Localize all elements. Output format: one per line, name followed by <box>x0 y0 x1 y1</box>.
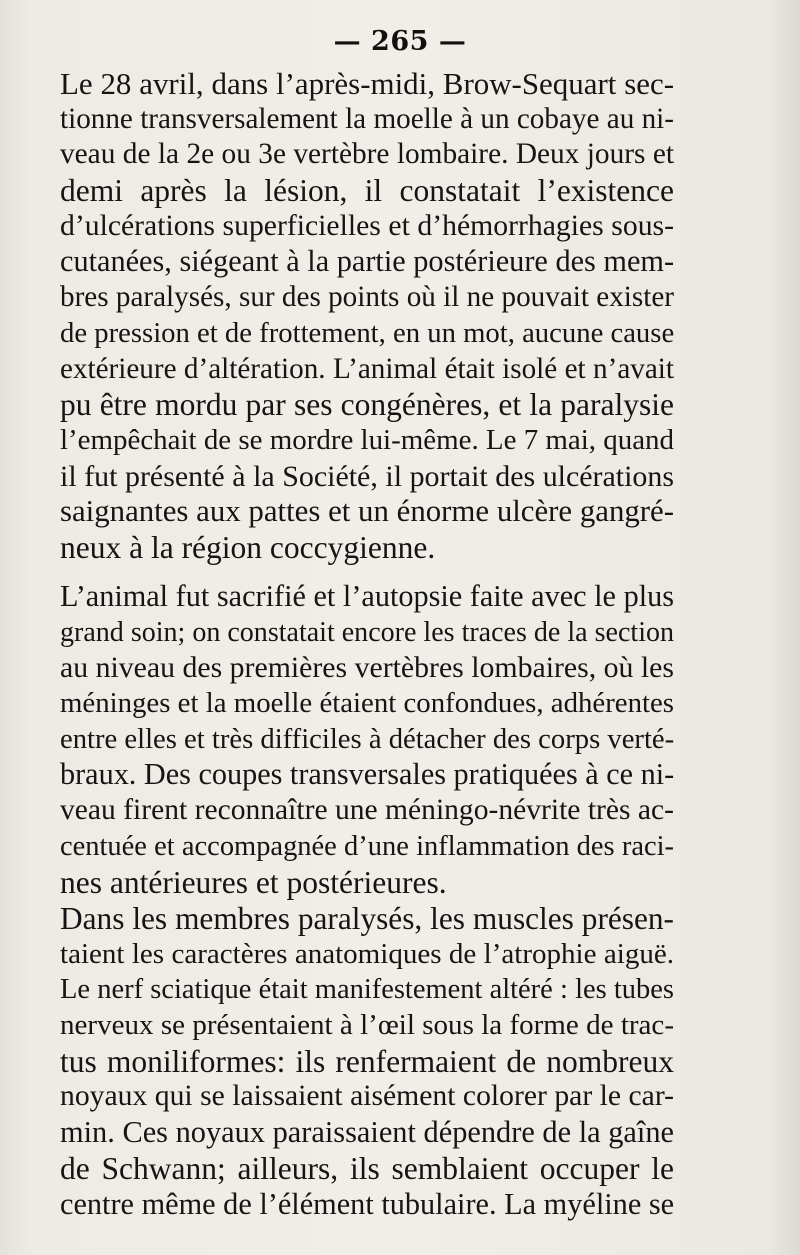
text-line: méninges et la moelle étaient confondues, adhérentes <box>60 687 674 720</box>
text-line: entre elles et très difficiles à détacher des corps verté- <box>60 722 675 755</box>
text-line: nerveux se présentaient à l’œil sous la forme de trac- <box>60 1009 674 1042</box>
text-line: demi après la lésion, il constatait l’existence <box>60 173 674 209</box>
text-line: d’ulcérations superficielles et d’hémorrhagies sous- <box>60 209 674 242</box>
text-line: L’animal fut sacrifié et l’autopsie faite avec le plus <box>60 579 674 613</box>
text-line: min. Ces noyaux paraissaient dépendre de la gaîne <box>60 1115 674 1150</box>
text-line: au niveau des premières vertèbres lombaires, où les <box>60 651 674 685</box>
text-line: l’empêchait de se mordre lui-même. Le 7 mai, quand <box>60 423 674 456</box>
text-line: cutanées, siégeant à la partie postérieure des mem- <box>60 244 675 279</box>
text-line: pu être mordu par ses congénères, et la paralysie <box>60 387 674 423</box>
text-line: braux. Des coupes transversales pratiquées à ce ni- <box>60 757 675 792</box>
text-line: neux à la région coccygienne. <box>60 529 436 565</box>
text-line: Dans les membres paralysés, les muscles présen- <box>60 901 674 936</box>
text-line: Le 28 avril, dans l’après-midi, Brow-Sequart sec- <box>60 66 674 101</box>
paragraph <box>60 579 674 900</box>
text-line: centuée et accompagnée d’une inflammation des raci- <box>60 830 674 862</box>
text-line: taient les caractères anatomiques de l’atrophie aiguë. <box>60 937 674 970</box>
text-line: tionne transversalement la moelle à un cobaye au ni- <box>60 102 674 135</box>
paragraph <box>60 901 674 1222</box>
text-line: extérieure d’altération. L’animal était isolé et n’avait <box>60 352 674 385</box>
text-line: veau firent reconnaître une méningo-névrite très ac- <box>60 794 674 827</box>
text-line: saignantes aux pattes et un énorme ulcère gangré- <box>60 494 674 529</box>
text-line: il fut présenté à la Société, il portait des ulcérations <box>60 459 674 493</box>
text-line: de Schwann; ailleurs, ils semblaient occuper le <box>60 1150 674 1186</box>
text-line: veau de la 2e ou 3e vertèbre lombaire. Deux jours et <box>60 138 674 171</box>
text-line: bres paralysés, sur des points où il ne pouvait exister <box>60 281 674 314</box>
text-line: Le nerf sciatique était manifestement altéré : les tubes <box>60 974 674 1006</box>
text-line: de pression et de frottement, en un mot, aucune cause <box>60 316 675 349</box>
text-line: noyaux qui se laissaient aisément colorer par le car- <box>60 1080 674 1113</box>
text-line: grand soin; on constatait encore les traces de la section <box>60 616 674 648</box>
text-line: tus moniliformes: ils renfermaient de nombreux <box>60 1043 674 1079</box>
text-line: nes antérieures et postérieures. <box>60 864 447 900</box>
page-number: — 265 — <box>333 26 467 57</box>
paragraph <box>60 66 674 566</box>
text-line: centre même de l’élément tubulaire. La myéline se <box>60 1186 675 1221</box>
